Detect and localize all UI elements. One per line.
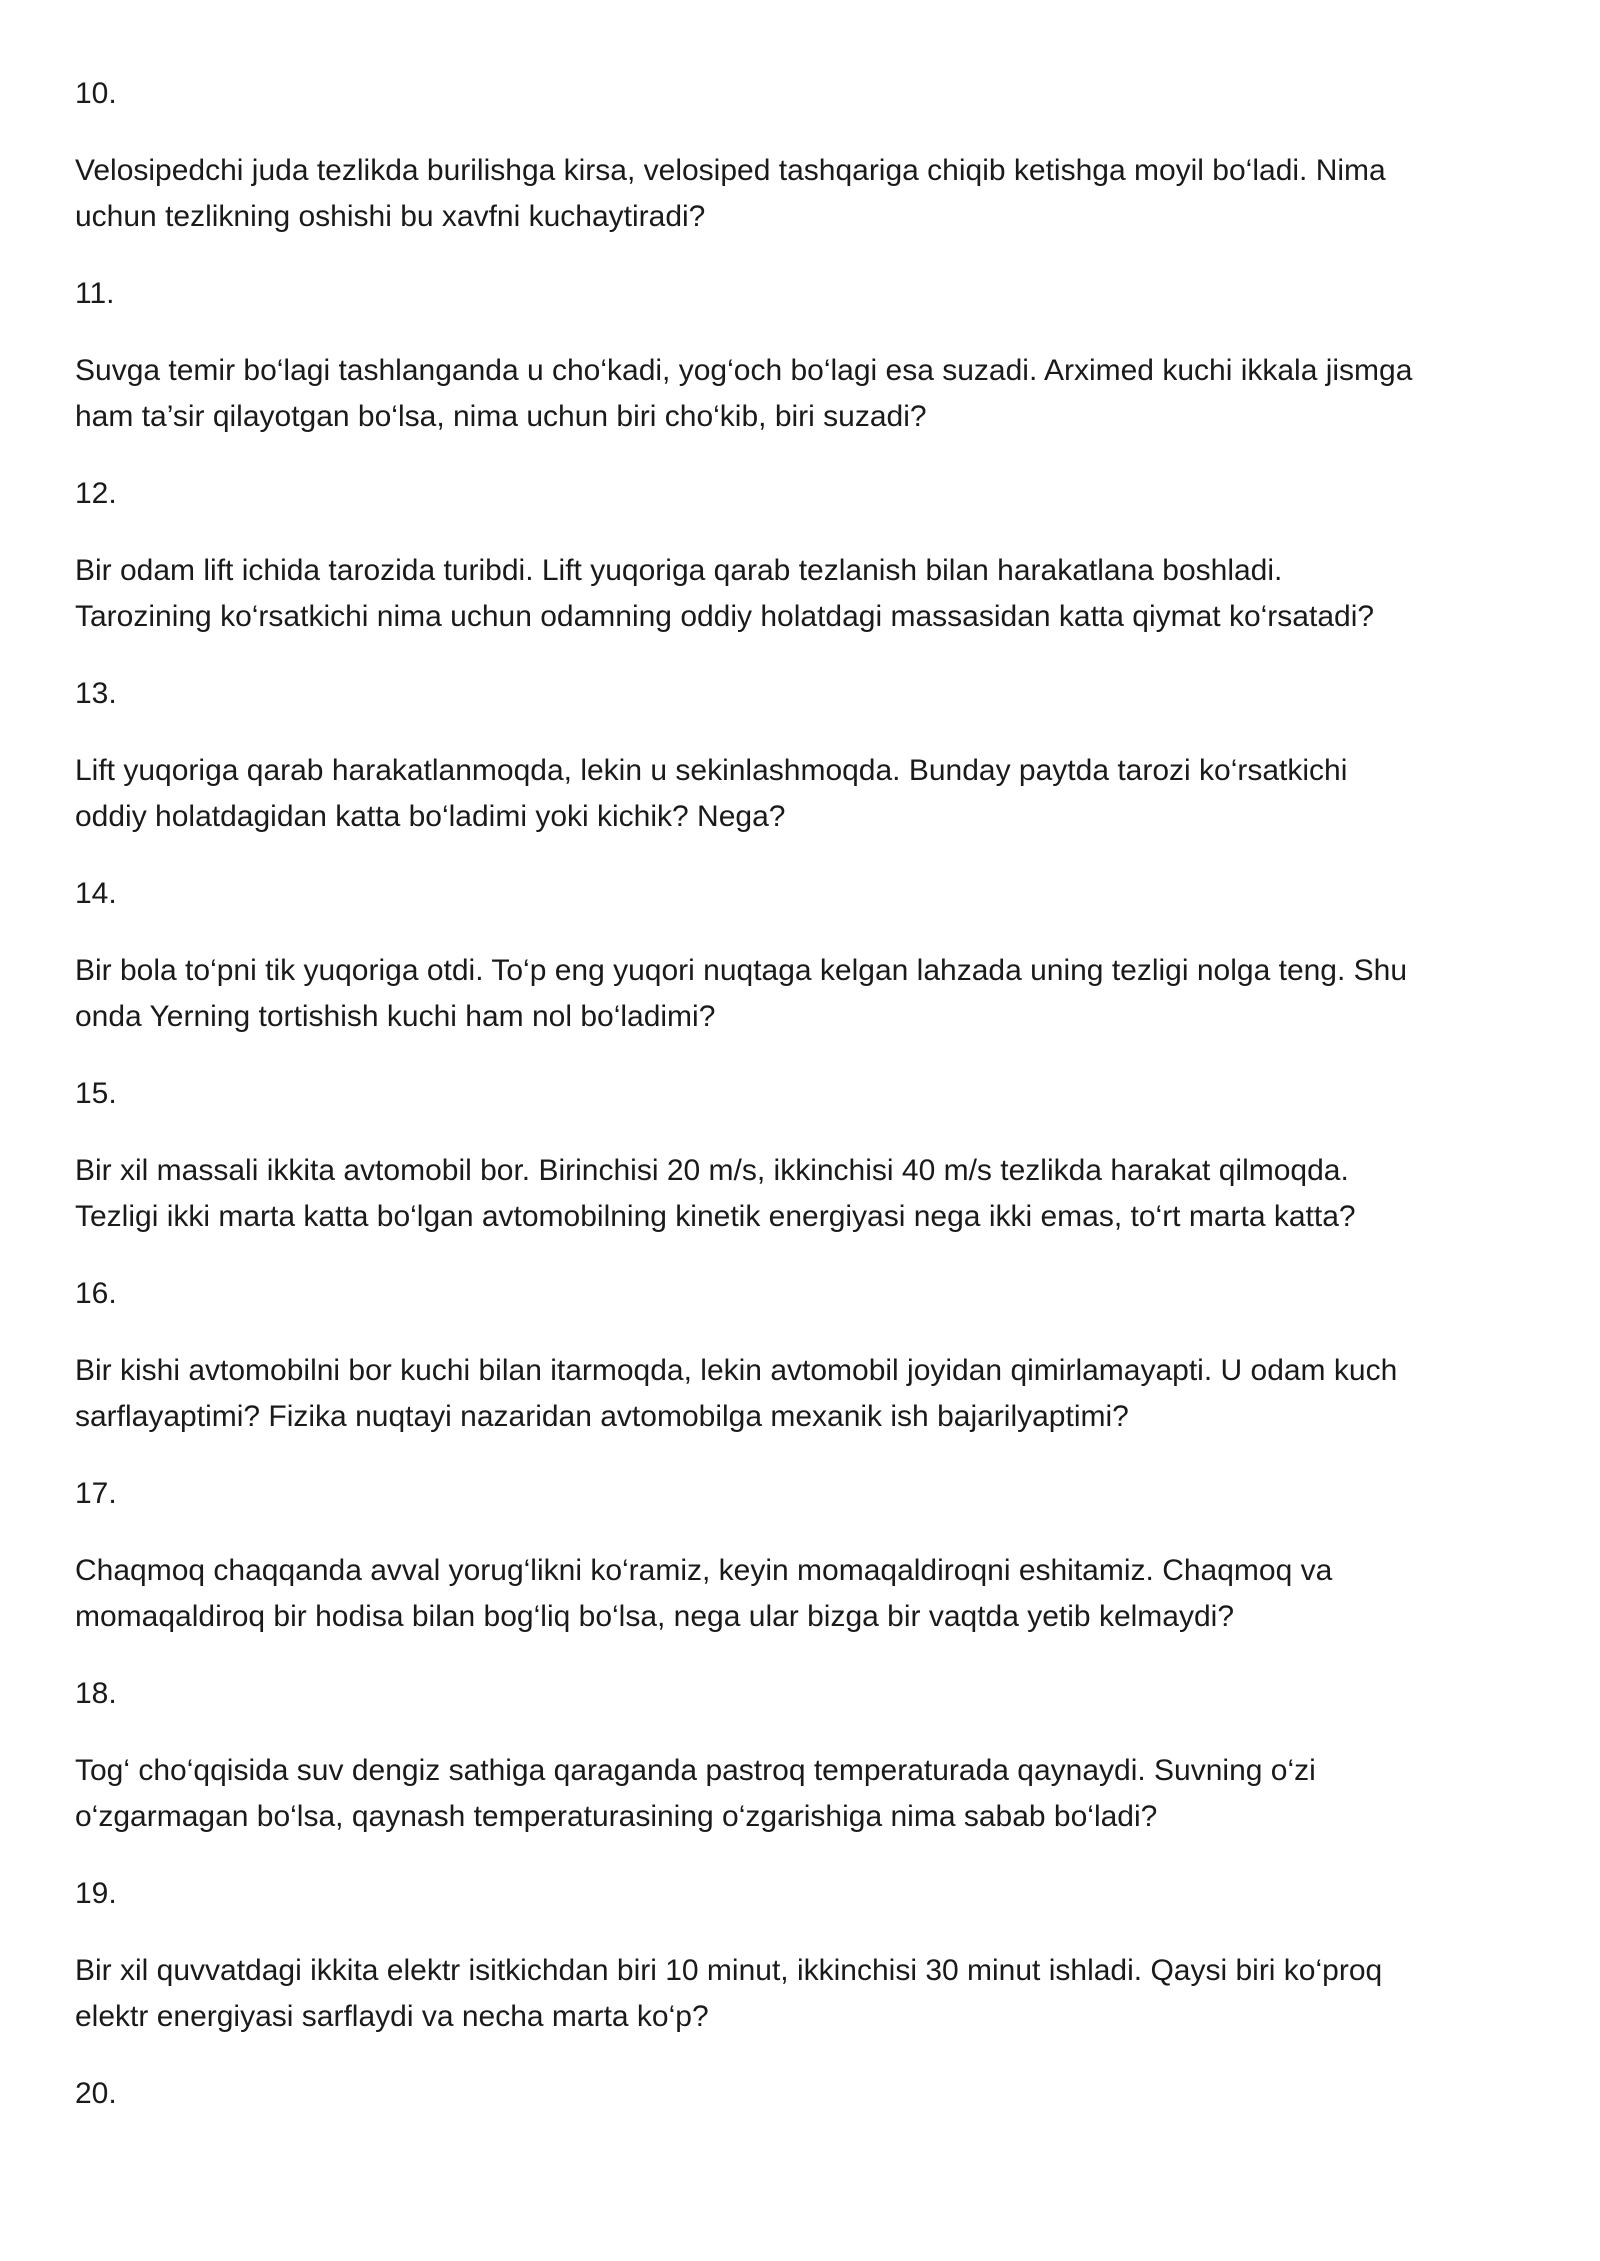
question-text-line: Bir odam lift ichida tarozida turibdi. Lift yuqoriga qarab tezlanish bilan harakatlana boshladi. <box>75 554 1283 587</box>
question-text <box>75 948 1535 1040</box>
question-item <box>75 1872 1535 2040</box>
question-text <box>75 1748 1535 1840</box>
question-text-line: Tezligi ikki marta katta bo‘lgan avtomobilning kinetik energiyasi nega ikki emas, to‘rt marta katta? <box>75 1200 1356 1233</box>
document-page <box>75 72 1535 2148</box>
question-number: 10. <box>75 77 117 110</box>
question-text-line: Chaqmoq chaqqanda avval yorug‘likni ko‘ramiz, keyin momaqaldiroqni eshitamiz. Chaqmoq va <box>75 1554 1333 1587</box>
question-text-line: Bir xil quvvatdagi ikkita elektr isitkichdan biri 10 minut, ikkinchisi 30 minut ishladi. Qaysi biri ko‘proq <box>75 1954 1383 1987</box>
question-text <box>75 748 1535 840</box>
question-number: 20. <box>75 2077 117 2110</box>
question-number: 11. <box>75 277 115 310</box>
question-text <box>75 348 1535 440</box>
question-text-line: Lift yuqoriga qarab harakatlanmoqda, lekin u sekinlashmoqda. Bunday paytda tarozi ko‘rsatkichi <box>75 754 1348 787</box>
question-text-line: ham ta’sir qilayotgan bo‘lsa, nima uchun biri cho‘kib, biri suzadi? <box>75 400 927 433</box>
question-item <box>75 1672 1535 1840</box>
question-number: 13. <box>75 677 117 710</box>
question-text <box>75 1348 1535 1440</box>
question-text-line: Tog‘ cho‘qqisida suv dengiz sathiga qaraganda pastroq temperaturada qaynaydi. Suvning o‘zi <box>75 1754 1316 1787</box>
question-text <box>75 148 1535 240</box>
question-number: 17. <box>75 1477 117 1510</box>
question-item <box>75 2072 1535 2116</box>
question-text-line: Velosipedchi juda tezlikda burilishga kirsa, velosiped tashqariga chiqib ketishga moyil bo‘ladi. Nima <box>75 154 1386 187</box>
question-number: 15. <box>75 1077 117 1110</box>
question-item <box>75 1272 1535 1440</box>
question-text <box>75 548 1535 640</box>
question-text-line: Suvga temir bo‘lagi tashlanganda u cho‘kadi, yog‘och bo‘lagi esa suzadi. Arximed kuchi ikkala jismga <box>75 354 1413 387</box>
question-text-line: momaqaldiroq bir hodisa bilan bog‘liq bo‘lsa, nega ular bizga bir vaqtda yetib kelmaydi? <box>75 1600 1235 1633</box>
question-text-line: Bir bola to‘pni tik yuqoriga otdi. To‘p eng yuqori nuqtaga kelgan lahzada uning tezligi nolga teng. Shu <box>75 954 1408 987</box>
question-item <box>75 1072 1535 1240</box>
question-item <box>75 672 1535 840</box>
question-number: 14. <box>75 877 117 910</box>
question-text-line: Bir xil massali ikkita avtomobil bor. Birinchisi 20 m/s, ikkinchisi 40 m/s tezlikda harakat qilmoqda. <box>75 1154 1349 1187</box>
question-text <box>75 1948 1535 2040</box>
question-text <box>75 1148 1535 1240</box>
question-item <box>75 272 1535 440</box>
question-number: 12. <box>75 477 117 510</box>
question-item <box>75 1472 1535 1640</box>
question-number: 19. <box>75 1877 117 1910</box>
question-item <box>75 872 1535 1040</box>
question-text <box>75 1548 1535 1640</box>
question-number: 16. <box>75 1277 117 1310</box>
question-text-line: uchun tezlikning oshishi bu xavfni kuchaytiradi? <box>75 200 706 233</box>
question-number: 18. <box>75 1677 117 1710</box>
question-item <box>75 72 1535 240</box>
question-text-line: elektr energiyasi sarflaydi va necha marta ko‘p? <box>75 2000 709 2033</box>
question-text-line: oddiy holatdagidan katta bo‘ladimi yoki kichik? Nega? <box>75 800 786 833</box>
question-text-line: o‘zgarmagan bo‘lsa, qaynash temperaturasining o‘zgarishiga nima sabab bo‘ladi? <box>75 1800 1158 1833</box>
question-text-line: onda Yerning tortishish kuchi ham nol bo‘ladimi? <box>75 1000 716 1033</box>
question-item <box>75 472 1535 640</box>
question-text-line: Bir kishi avtomobilni bor kuchi bilan itarmoqda, lekin avtomobil joyidan qimirlamayapti. U odam kuch <box>75 1354 1398 1387</box>
question-text-line: sarflayaptimi? Fizika nuqtayi nazaridan avtomobilga mexanik ish bajarilyaptimi? <box>75 1400 1129 1433</box>
question-text-line: Tarozining ko‘rsatkichi nima uchun odamning oddiy holatdagi massasidan katta qiymat ko‘rsatadi? <box>75 600 1375 633</box>
